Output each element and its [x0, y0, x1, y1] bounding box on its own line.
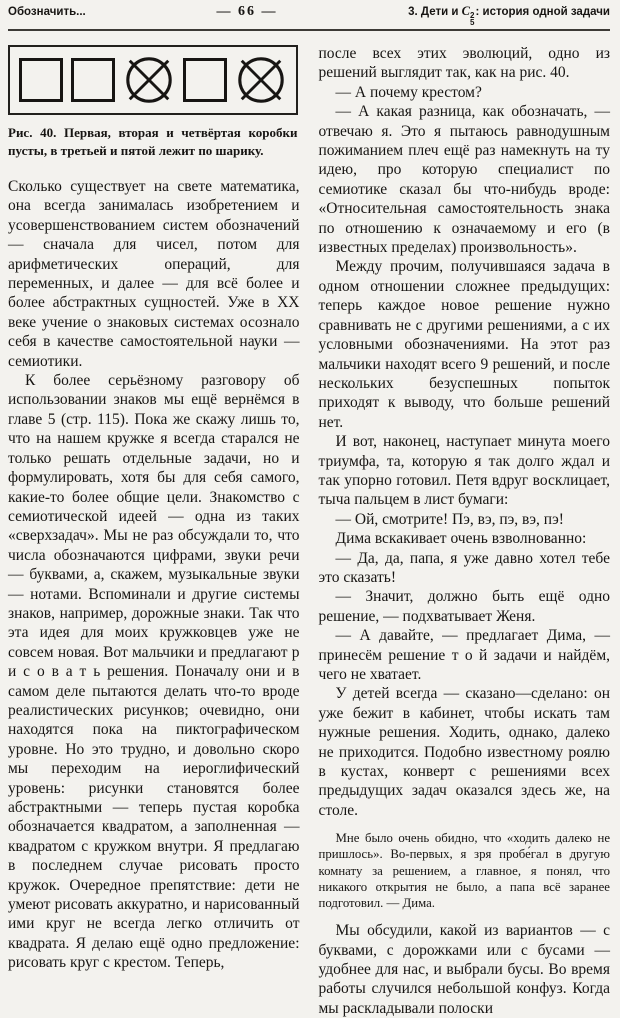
paragraph: Сколько существует на свете математика, она всегда занималась изобретением и усовершенствованием систем обозначений — сначала для чисел, потом для арифметических операций, для переменных, и далее — для всё более и более абстрактных сущностей. Уже в XX веке учение о знаковых системах осознало себя в качестве самостоятельной науки — семиотики.: [8, 178, 300, 370]
ball-crossed-circle-icon: [235, 54, 287, 106]
empty-box-square-icon: [19, 58, 63, 102]
paragraph: К более серьёзному разговору об использовании знаков мы ещё вернёмся в главе 5 (стр. 115). Пока же скажу лишь то, что на нашем кружке я всегда старался не только решать отдельные задачи, но и формулировать, хотя бы для себя самого, какие-то более общие цели. Знакомство с семиотической идеей — одна из таких «сверхзадач». Мы не раз обсуждали то, что числа обозначаются цифрами, звуки речи — буквами, а, скажем, музыкальные звуки — нотами. Вспоминали и другие системы знаков, например, дорожные знаки. Так что эта идея для моих кружковцев уже не совсем новая. Вот мальчики и предлагают р и с о в а т ь решения. Поначалу они и в самом деле пытаются делать что-то вроде реалистических рисунков; очевидно, они находятся пока на пиктографическом уровне. Но это трудно, и довольно скоро мы переходим на иероглифический уровень: рисунки становятся более абстрактными — теперь пустая коробка обозначается квадратом, а заполненная — квадратом с кружком внутри. Я предлагаю в последнем случае рисовать просто кружок. Очередное препятствие: дети не умеют рисовать аккуратно, и нарисованный ими круг не всегда легко отличить от квадрата. Я делаю ещё одно предложение: рисовать круг с крестом. Теперь,: [8, 372, 300, 972]
figure-shapes: [10, 54, 296, 106]
formula-sup-sub: [470, 12, 474, 26]
right-column: [319, 44, 611, 1018]
empty-box-square-icon: [71, 58, 115, 102]
paragraph: — Ой, смотрите! Пэ, вэ, пэ, вэ, пэ!: [335, 510, 564, 528]
figure-box: [8, 45, 298, 115]
running-head-right: [408, 4, 610, 26]
formula-variable: C: [461, 4, 471, 18]
ball-crossed-circle-icon: [123, 54, 175, 106]
figure-caption: Рис. 40. Первая, вторая и четвёртая коробки пусты, в третьей и пятой лежит по шарику.: [8, 125, 298, 158]
formula-superscript: 2: [470, 11, 475, 20]
left-column: [8, 44, 300, 1018]
page-number: — 66 —: [216, 4, 278, 19]
page-header: [8, 4, 610, 31]
paragraph: — Да, да, папа, я уже давно хотел тебе это сказать!: [318, 549, 610, 586]
empty-box-square-icon: [183, 58, 227, 102]
paragraph: У детей всегда — сказано—сделано: он уже бежит в кабинет, чтобы искать там нужные решения. Ходить, однако, далеко не приходится. Подобно известному роялю в кустах, конверт с решениями всех предыдущих задач оказался здесь же, на столе.: [318, 685, 610, 819]
paragraph: Мне было очень обидно, что «ходить далеко не пришлось». Во-первых, я зря пробе́гал в другую комнату за решением, а главное, я понял, что никакого открытия не было, а папа всё заранее подготовил. — Дима.: [318, 831, 610, 911]
paragraph: — Значит, должно быть ещё одно решение, — подхватывает Женя.: [318, 588, 610, 625]
formula-subscript: 5: [470, 18, 475, 27]
chapter-title-prefix: 3. Дети и: [408, 6, 462, 18]
paragraph: Между прочим, получившаяся задача в одном отношении сложнее предыдущих: теперь каждое новое решение нужно сравнивать не с другими решениями, а с их условными обозначениями. На этот раз мальчики находят всего 9 решений, и после нескольких безуспешных попыток приходят к выводу, что больше решений нет.: [318, 258, 610, 431]
right-column-text: [319, 44, 611, 1018]
paragraph: — А почему крестом?: [335, 83, 482, 101]
two-column-text: [8, 44, 610, 1018]
paragraph: после всех этих эволюций, одно из решений выглядит так, как на рис. 40.: [318, 45, 610, 82]
chapter-title-suffix: : история одной задачи: [475, 6, 610, 18]
paragraph: — А давайте, — предлагает Дима, — принесём решение т о й задачи и найдём, чего не хватает.: [318, 627, 610, 683]
running-head-left: Обозначить...: [8, 6, 86, 18]
paragraph: — А какая разница, как обозначать, — отвечаю я. Это я пытаюсь равнодушным пожиманием плеч ещё раз намекнуть на ту идею, про которую специалист по семиотике сказал бы что-нибудь вроде: «Относительная самостоятельность знака по отношению к означаемому и его (в известных пределах) произвольность».: [318, 103, 610, 257]
paragraph: Дима вскакивает очень взволнованно:: [335, 530, 587, 548]
left-column-text: [8, 177, 300, 973]
paragraph: И вот, наконец, наступает минута моего триумфа, та, которую я так долго ждал и так упорно готовил. Петя вдруг восклицает, тыча пальцем в лист бумаги:: [318, 433, 610, 509]
paragraph: Мы обсудили, какой из вариантов — с буквами, с дорожками или с бусами — удобнее для нас, и выбрали бусы. Во время работы случился небольшой конфуз. Когда мы раскладывали полоски: [318, 922, 610, 1017]
